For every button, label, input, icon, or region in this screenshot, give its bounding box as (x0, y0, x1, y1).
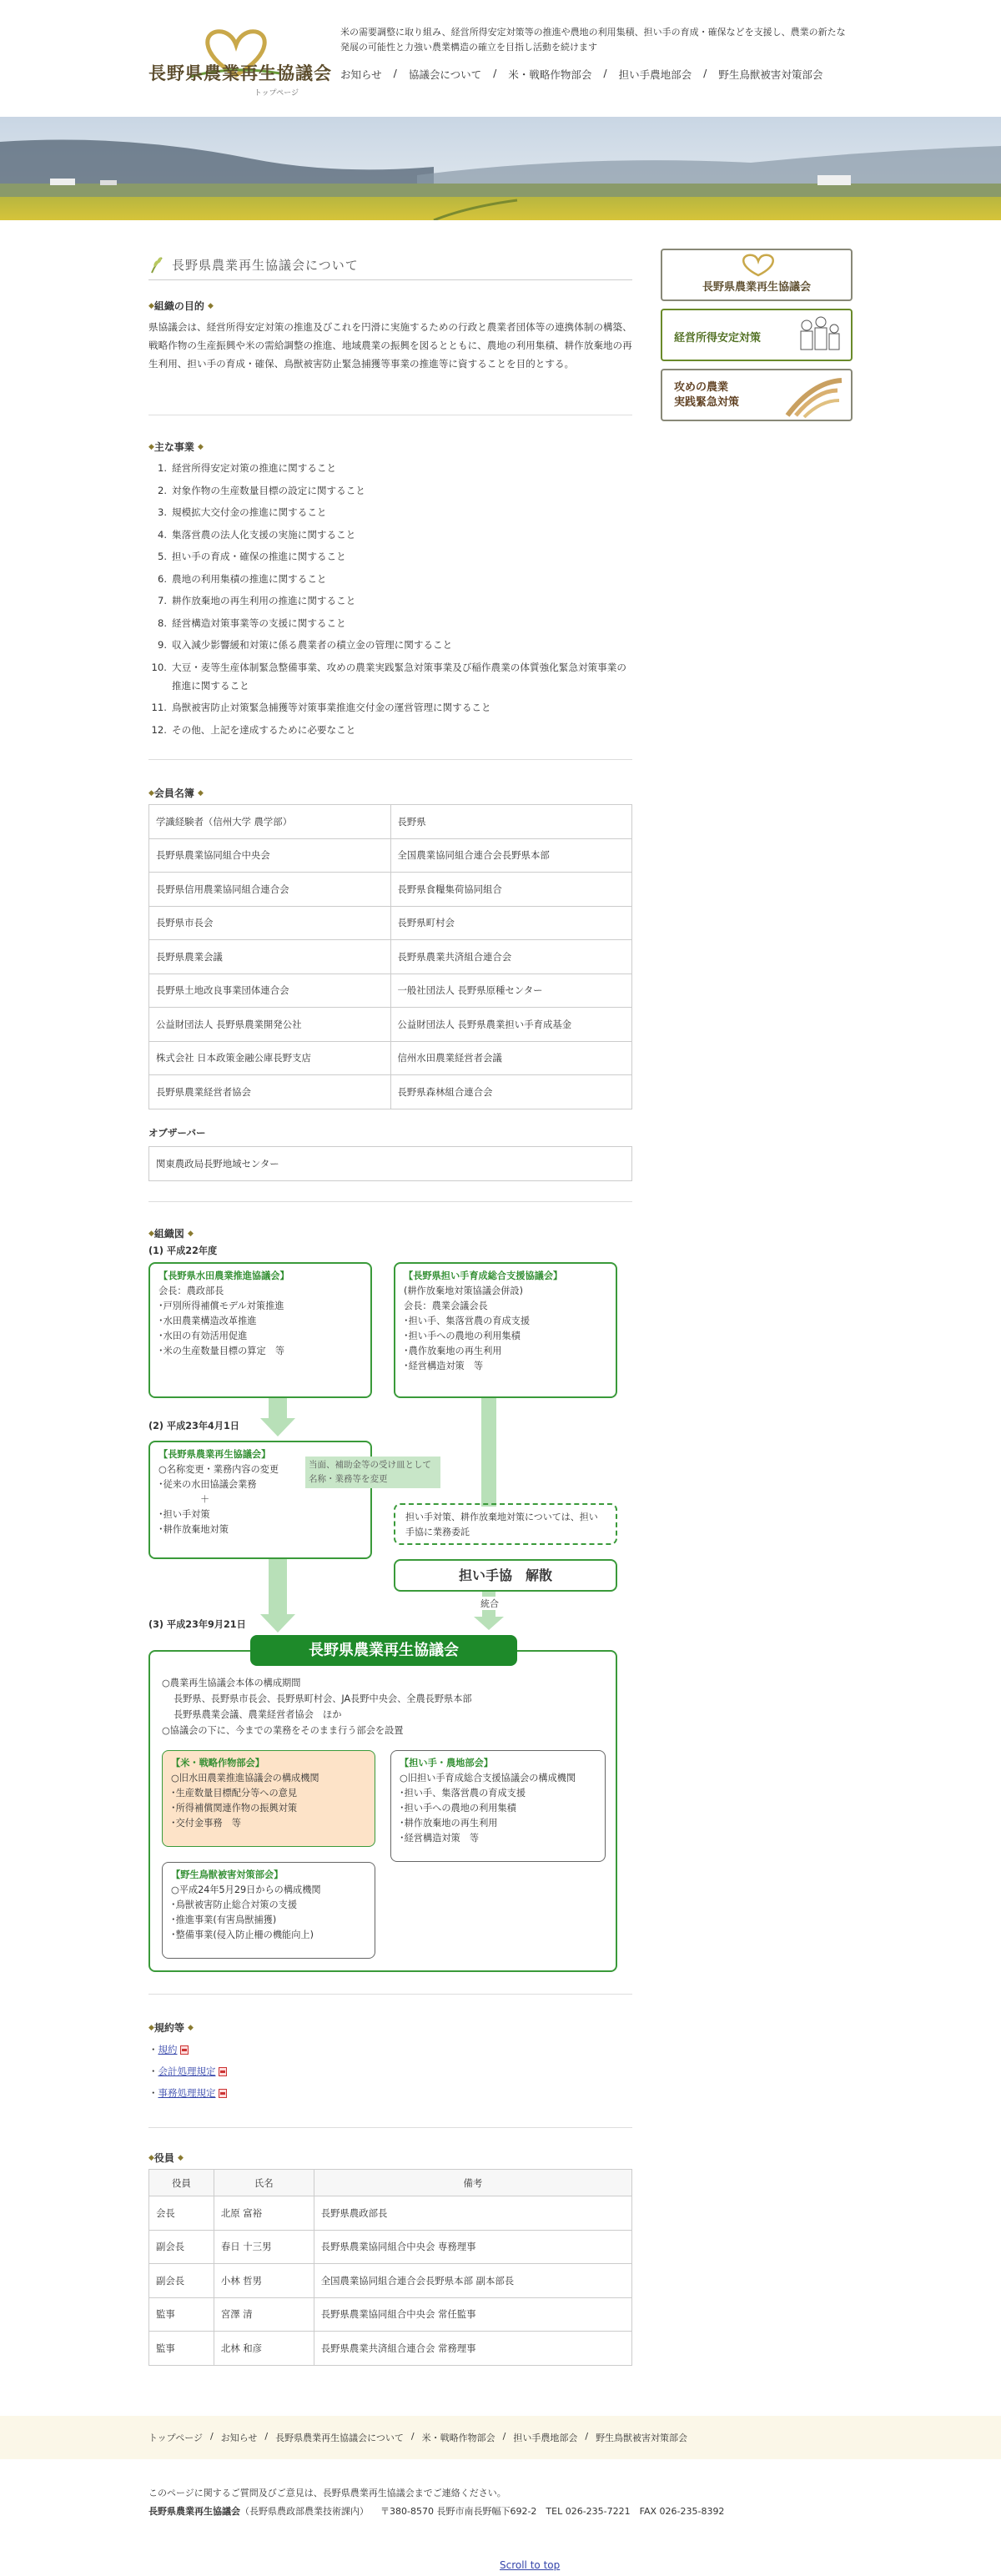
list-number: 10. (151, 661, 167, 673)
footer-nav-separator: / (210, 2431, 214, 2442)
org-box-title: 【野生鳥獣被害対策部会】 (171, 1869, 284, 1880)
section-heading-officers (148, 2151, 184, 2165)
list-number: 9. (157, 639, 167, 651)
observer-heading: オブザーバー (148, 1127, 206, 1139)
table-cell: 長野県信用農業協同組合連合会 (149, 873, 391, 907)
org-line: (耕作放棄地対策協議会併設) (404, 1285, 523, 1296)
list-text: 耕作放棄地の再生利用の推進に関すること (172, 595, 356, 606)
list-text: 規模拡大交付金の推進に関すること (172, 506, 327, 518)
table-cell: 公益財団法人 長野県農業担い手育成基金 (390, 1008, 632, 1042)
list-number: 6. (157, 572, 167, 585)
table-row (149, 2297, 632, 2332)
divider (148, 2127, 632, 2128)
list-number: 3. (157, 506, 167, 518)
footer-address: 〒380-8570 長野市南長野幅下692-2 TEL 026-235-7221 FAX 026-235-8392 (380, 2506, 725, 2517)
side-label: 長野県農業再生協議会 (702, 281, 811, 294)
rules-link[interactable]: 事務処理規定 (158, 2087, 216, 2099)
org-line: ･水田農業構造改革推進 (158, 1316, 257, 1326)
org-line: ･従来の水田協議会業務 (158, 1479, 257, 1490)
footer-nav-inner (148, 2431, 687, 2444)
org-line: ･経営構造対策 等 (400, 1833, 480, 1844)
table-cell: 関東農政局長野地域センター (149, 1147, 632, 1181)
table-cell: 長野県農業会議 (149, 940, 391, 974)
diamond-icon: ◆ (197, 788, 204, 797)
org-line: ･担い手対策 (158, 1509, 210, 1520)
org-box-body (171, 1883, 366, 1943)
diamond-icon: ◆ (148, 2153, 154, 2162)
org-line: ･戸別所得補償モデル対策推進 (158, 1301, 284, 1311)
org-box-body (158, 1284, 362, 1359)
list-text: 集落営農の法人化支援の実施に関すること (172, 528, 356, 541)
diamond-icon: ◆ (148, 2023, 154, 2032)
table-cell: 長野県食糧集荷協同組合 (390, 873, 632, 907)
org-line: ･担い手への農地の利用集積 (400, 1803, 516, 1814)
rules-links (148, 2039, 227, 2104)
table-cell: 長野県農業共済組合連合会 (390, 940, 632, 974)
table-row (149, 2230, 632, 2264)
org-line: ･所得補償関連作物の振興対策 (171, 1803, 298, 1814)
list-number: 11. (151, 702, 167, 713)
list-number: 5. (157, 551, 167, 562)
table-header-cell: 備考 (314, 2170, 631, 2196)
nav-separator: / (393, 67, 397, 79)
org-line: ○平成24年5月29日からの構成機関 (171, 1884, 321, 1895)
arrow-down-icon (260, 1559, 295, 1633)
pdf-icon (219, 2067, 227, 2076)
footer-nav-separator: / (585, 2431, 589, 2442)
org-line: ･鳥獣被害防止総合対策の支援 (171, 1899, 298, 1910)
section-heading-rules (148, 2020, 194, 2035)
footer-nav-item[interactable]: 担い手農地部会 (513, 2433, 578, 2443)
footer-nav (0, 2416, 1001, 2459)
pdf-icon (219, 2089, 227, 2098)
footer-org-sub: （長野県農政部農業技術課内） (240, 2506, 369, 2517)
table-cell: 北原 富裕 (214, 2196, 314, 2231)
diamond-icon: ◆ (148, 301, 154, 310)
heading-text: 規約等 (153, 2022, 184, 2034)
table-cell: 長野県 (390, 805, 632, 839)
table-cell: 全国農業協同組合連合会長野県本部 (390, 838, 632, 873)
logo-name: 長野県農業再生協議会 (148, 63, 332, 83)
rules-link[interactable]: 規約 (158, 2044, 178, 2055)
org-sub-wildlife (162, 1862, 375, 1959)
org-line: 長野県、長野県市長会、長野県町村会、JA長野中央会、全農長野県本部 (174, 1693, 472, 1704)
logo-sub: トップページ (254, 89, 299, 98)
org-box-title: 【長野県担い手育成総合支援協議会】 (404, 1270, 563, 1281)
org-line: ･農作放棄地の再生利用 (404, 1346, 502, 1356)
table-cell: 長野県農業経営者協会 (149, 1075, 391, 1109)
org-line: ○名称変更・業務内容の変更 (158, 1464, 279, 1475)
org-line: ･推進事業(有害鳥獣捕獲) (171, 1914, 277, 1925)
table-row (149, 2196, 632, 2231)
table-cell: 公益財団法人 長野県農業開発公社 (149, 1008, 391, 1042)
org-box-title: 【担い手・農地部会】 (400, 1758, 493, 1768)
footer-nav-item[interactable]: お知らせ (220, 2433, 258, 2443)
org-line: ＋ (200, 1494, 210, 1505)
org-big-body (162, 1675, 604, 1738)
list-text: 担い手の育成・確保の推進に関すること (172, 551, 346, 562)
diamond-icon: ◆ (197, 442, 204, 451)
period-label: (2) 平成23年4月1日 (148, 1421, 239, 1431)
rules-link-item[interactable]: ・規約 (148, 2039, 227, 2060)
footer (148, 2484, 724, 2521)
org-line: ･担い手、集落営農の育成支援 (404, 1316, 531, 1326)
table-cell: 全国農業協同組合連合会長野県本部 副本部長 (314, 2264, 631, 2298)
period-label: (1) 平成22年度 (148, 1245, 218, 1256)
footer-contact-text: このページに関するご質問及びご意見は、長野県農業再生協議会までご連絡ください。 (148, 2488, 506, 2498)
nav-item[interactable]: 米・戦略作物部会 (508, 68, 592, 81)
list-number: 1. (157, 462, 167, 474)
nav-separator: / (703, 67, 707, 79)
table-cell: 長野県農業協同組合中央会 専務理事 (314, 2230, 631, 2264)
table-cell: 長野県農業協同組合中央会 常任監事 (314, 2297, 631, 2332)
diamond-icon: ◆ (148, 442, 154, 451)
footer-nav-item[interactable]: 長野県農業再生協議会について (275, 2433, 404, 2443)
org-line: ○農業再生協議会本体の構成期間 (162, 1678, 301, 1688)
list-text: 収入減少影響緩和対策に係る農業者の積立金の管理に関すること (172, 639, 453, 651)
table-cell: 副会長 (149, 2264, 214, 2298)
table-cell: 信州水田農業経営者会議 (390, 1041, 632, 1075)
list-text: 対象作物の生産数量目標の設定に関すること (172, 484, 365, 496)
heading-text: 役員 (153, 2152, 174, 2164)
rules-link-item[interactable]: ・事務処理規定 (148, 2082, 227, 2104)
footer-org: 長野県農業再生協議会 (148, 2506, 240, 2517)
nav-item[interactable]: 協議会について (408, 68, 482, 81)
list-text: 経営所得安定対策の推進に関すること (172, 462, 337, 474)
list-text: 農地の利用集積の推進に関すること (172, 572, 327, 585)
footer-nav-separator: / (502, 2431, 506, 2442)
org-note: 当面、補助金等の受け皿として名称・業務等を変更 (305, 1457, 440, 1488)
list-text: 鳥獣被害防止対策緊急捕獲等対策事業推進交付金の運営管理に関すること (172, 702, 491, 713)
table-cell: 北林 和彦 (214, 2332, 314, 2366)
nav-separator: / (603, 67, 607, 79)
footer-nav-item[interactable]: 野生鳥獣被害対策部会 (596, 2433, 688, 2443)
officers-table (148, 2169, 632, 2366)
table-row (149, 2332, 632, 2366)
org-line: 会長：農政部長 (158, 1285, 224, 1296)
table-cell: 長野県森林組合連合会 (390, 1075, 632, 1109)
org-line: ･米の生産数量目標の算定 等 (158, 1346, 285, 1356)
table-cell: 長野県農業共済組合連合会 常務理事 (314, 2332, 631, 2366)
site-lead: 米の需要調整に取り組み、経営所得安定対策等の推進や農地の利用集積、担い手の育成・確保などを支援し、農業の新たな発展の可能性と力強い農業構造の確立を目指し活動を続けます (340, 27, 846, 53)
table-cell: 春日 十三男 (214, 2230, 314, 2264)
org-box-title: 【米・戦略作物部会】 (171, 1758, 264, 1768)
table-cell: 会長 (149, 2196, 214, 2231)
divider (148, 1994, 632, 1995)
table-cell: 副会長 (149, 2230, 214, 2264)
org-line: ･担い手への農地の利用集積 (404, 1331, 521, 1341)
org-line: ･耕作放棄地の再生利用 (400, 1818, 498, 1829)
org-box-title: 【長野県農業再生協議会】 (158, 1449, 271, 1460)
org-sub-farmer (390, 1750, 606, 1862)
diamond-icon: ◆ (187, 1229, 194, 1238)
org-line: ･担い手、集落営農の育成支援 (400, 1788, 526, 1799)
diamond-icon: ◆ (177, 2153, 184, 2162)
table-cell: 長野県町村会 (390, 906, 632, 940)
scroll-to-top-link[interactable]: Scroll to top (500, 2559, 561, 2571)
org-dashed-note: 担い手対策、耕作放棄地対策については、担い手協に業務委託 (394, 1503, 617, 1545)
table-cell: 長野県土地改良事業団体連合会 (149, 974, 391, 1008)
org-box-paddy-council (148, 1262, 372, 1398)
org-box-body (404, 1284, 607, 1374)
list-text: その他、上記を達成するために必要なこと (172, 723, 356, 736)
nav-item[interactable]: お知らせ (340, 68, 382, 81)
org-line: 長野県農業会議、農業経営者協会 ほか (174, 1709, 342, 1720)
footer-nav-separator: / (410, 2431, 415, 2442)
org-line: ･交付金事務 等 (171, 1818, 241, 1829)
table-cell: 監事 (149, 2297, 214, 2332)
org-box-body (171, 1771, 366, 1831)
org-line: ･経営構造対策 等 (404, 1361, 484, 1371)
org-box-farmer-council (394, 1262, 617, 1398)
org-line: ○旧水田農業推進協議会の構成機関 (171, 1773, 319, 1784)
arrow-down-icon (260, 1398, 295, 1436)
rules-link[interactable]: 会計処理規定 (158, 2065, 216, 2077)
purpose-text: 県協議会は、経営所得安定対策の推進及びこれを円滑に実施するための行政と農業者団体等の連携体制の構築、戦略作物の生産振興や米の需給調整の推進、地域農業の振興を図るとともに、農地の利用集積、耕作放棄地の再生利用、担い手の育成・確保、鳥獣被害防止緊急捕獲等事業の推進等に資することを目的とする。 (148, 321, 632, 370)
diamond-icon: ◆ (207, 301, 214, 310)
table-cell: 株式会社 日本政策金融公庫長野支店 (149, 1041, 391, 1075)
heading-text: 組織の目的 (153, 300, 204, 312)
org-dissolve-box: 担い手協 解散 (394, 1559, 617, 1592)
table-cell: 学識経験者（信州大学 農学部） (149, 805, 391, 839)
table-header-cell: 役員 (149, 2170, 214, 2196)
org-line: ○協議会の下に、今までの業務をそのまま行う部会を設置 (162, 1725, 404, 1736)
diamond-icon: ◆ (148, 1229, 154, 1238)
org-line: ･整備事業(侵入防止柵の機能向上) (171, 1929, 314, 1940)
heading-text: 主な事業 (153, 441, 194, 453)
footer-nav-item[interactable]: 米・戦略作物部会 (421, 2433, 495, 2443)
list-number: 8. (157, 616, 167, 629)
period-label: (3) 平成23年9月21日 (148, 1619, 246, 1630)
org-line: ○旧担い手育成総合支援協議会の構成機関 (400, 1773, 576, 1784)
heading-text: 組織図 (153, 1228, 184, 1240)
org-big-title: 長野県農業再生協議会 (250, 1635, 517, 1666)
table-row (149, 2264, 632, 2298)
table-header-cell: 氏名 (214, 2170, 314, 2196)
list-number: 4. (157, 528, 167, 541)
table-cell: 監事 (149, 2332, 214, 2366)
org-line: ･耕作放棄地対策 (158, 1524, 229, 1535)
org-line: ･生産数量目標配分等への意見 (171, 1788, 298, 1799)
nav-separator: / (493, 67, 497, 79)
org-line: 会長：農業会議会長 (404, 1301, 488, 1311)
merge-label: 統合 (480, 1598, 499, 1609)
pdf-icon (180, 2045, 189, 2055)
side-label: 攻めの農業 実践緊急対策 (674, 381, 740, 409)
table-cell: 長野県市長会 (149, 906, 391, 940)
list-text: 経営構造対策事業等の支援に関すること (172, 616, 346, 629)
org-sub-rice (162, 1750, 375, 1847)
org-line: ･水田の有効活用促進 (158, 1331, 248, 1341)
connector-bar (481, 1398, 496, 1507)
footer-nav-separator: / (264, 2431, 269, 2442)
list-number: 2. (157, 484, 167, 496)
table-cell: 長野県農業協同組合中央会 (149, 838, 391, 873)
page-title-text: 長野県農業再生協議会について (172, 258, 359, 273)
table-cell: 長野県農政部長 (314, 2196, 631, 2231)
table-cell: 宮澤 清 (214, 2297, 314, 2332)
footer-nav-item[interactable]: トップページ (148, 2433, 204, 2443)
heading-text: 会員名簿 (153, 787, 194, 799)
table-cell: 一般社団法人 長野県原種センター (390, 974, 632, 1008)
list-number: 12. (151, 723, 167, 736)
table-header-row (149, 2170, 632, 2196)
list-number: 7. (157, 595, 167, 606)
org-box-title: 【長野県水田農業推進協議会】 (158, 1270, 289, 1281)
table-cell: 小林 哲男 (214, 2264, 314, 2298)
footer-address-line (148, 2503, 724, 2521)
diamond-icon: ◆ (187, 2023, 194, 2032)
rules-link-item[interactable]: ・会計処理規定 (148, 2060, 227, 2082)
org-box-body (400, 1771, 596, 1846)
nav-item[interactable]: 担い手農地部会 (618, 68, 692, 81)
nav-item[interactable]: 野生鳥獣被害対策部会 (718, 68, 823, 81)
diamond-icon: ◆ (148, 788, 154, 797)
side-label: 経営所得安定対策 (674, 332, 762, 345)
list-text: 大豆・麦等生産体制緊急整備事業、攻めの農業実践緊急対策事業及び稲作農業の体質強化緊急対策事業の推進に関すること (172, 661, 626, 692)
